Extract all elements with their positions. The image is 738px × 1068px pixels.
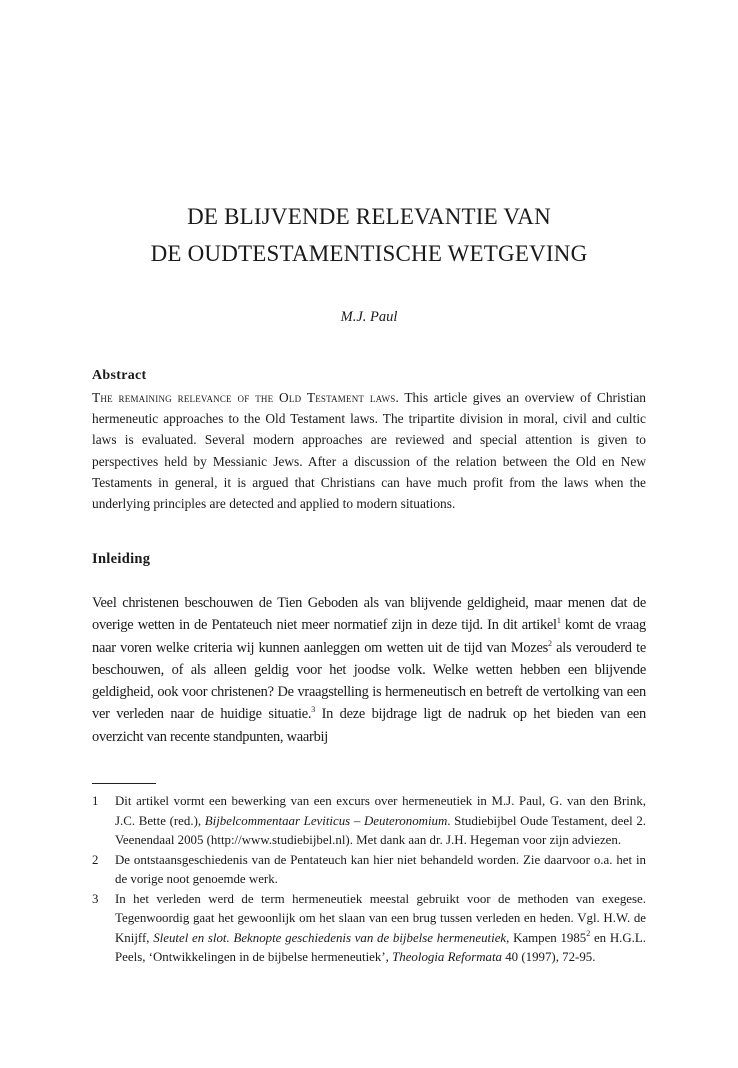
paragraph-segment: als verouderd te beschouwen, of als alleen geldig voor het joodse volk. Welke wetten hebben een blijvende geldigheid, ook voor christenen? De vraagstelling is hermeneutisch en betreft de vertolking van een ver verleden naar de huidige situatie. [92,639,646,723]
footnote-text: . Studiebijbel Oude Testament, deel 2. Veenendaal 2005 (http://www.studiebijbel.nl). Met dank aan dr. J.H. Hegeman voor zijn adviezen. [115,813,646,847]
footnote-text: 40 (1997), 72-95. [502,950,596,964]
article-title [92,198,646,272]
paragraph-segment: komt de vraag naar voren welke criteria wij kunnen aanleggen om wetten uit de tijd van Mozes [92,617,647,656]
abstract-text [92,387,646,514]
footnote-italic: Bijbelcommentaar Leviticus – Deuteronomium [204,813,448,828]
footnote-ref-2[interactable]: 2 [547,638,552,648]
abstract-english-title: The remaining relevance of the Old Testament laws. [92,390,399,405]
author-name: M.J. Paul [340,309,398,325]
footnote-text: De ontstaansgeschiedenis van de Pentateuch kan hier niet behandeld worden. Zie daarvoor o.a. het in de vorige noot genoemde werk. [115,852,646,886]
title-line-1: DE BLIJVENDE RELEVANTIE VAN [187,204,551,229]
paragraph-segment: Veel christenen beschouwen de Tien Geboden als van blijvende geldigheid, maar menen dat de overige wetten in de Pentateuch niet meer normatief zijn in deze tijd. In dit artikel [92,595,646,634]
footnotes-list [92,792,646,968]
footnote-3 [92,890,646,968]
abstract-body: This article gives an overview of Christian hermeneutic approaches to the Old Testament laws. The tripartite division in moral, civil and cultic laws is evaluated. Several modern approaches are reviewed and special attention is given to perspectives held by Messianic Jews. After a discussion of the relation between the Old en New Testaments in general, it is argued that Christians can have much profit from the laws when the underlying principles are detected and applied to modern situations. [92,390,646,512]
paragraph-segment: In deze bijdrage ligt de nadruk op het bieden van een overzicht van recente standpunten, waarbij [92,706,646,745]
footnote-number: 1 [92,794,99,808]
footnote-text: Dit artikel vormt een bewerking van een excurs over hermeneutiek in M.J. Paul, G. van den Brink, J.C. Bette (red.), [115,794,646,828]
edition-superscript: 2 [586,928,591,938]
abstract-heading: Abstract [92,368,147,383]
footnote-italic: Theologia Reformata [392,950,503,964]
footnote-ref-1[interactable]: 1 [556,616,561,626]
title-line-2: DE OUDTESTAMENTISCHE WETGEVING [150,241,588,266]
footnote-number: 2 [92,852,99,867]
footnote-1 [92,792,646,851]
footnote-text: In het verleden werd de term hermeneutiek meestal gebruikt voor de methoden van exegese. Tegenwoordig gaat het gewoonlijk om het slaan van een brug tussen verleden en heden. Vgl. H.W. de Knijff, [115,891,646,945]
body-paragraph [92,592,646,748]
footnote-divider [92,783,156,784]
footnote-ref-3[interactable]: 3 [311,705,316,715]
footnote-2 [92,851,646,890]
section-heading: Inleiding [92,551,151,567]
footnote-text: en H.G.L. Peels, ‘Ontwikkelingen in de bijbelse hermeneutiek’, [115,930,647,964]
footnote-text: , Kampen 1985 [506,930,587,945]
footnote-number: 3 [92,891,99,906]
footnote-italic: Sleutel en slot. Beknopte geschiedenis van de bijbelse hermeneutiek [153,930,507,945]
